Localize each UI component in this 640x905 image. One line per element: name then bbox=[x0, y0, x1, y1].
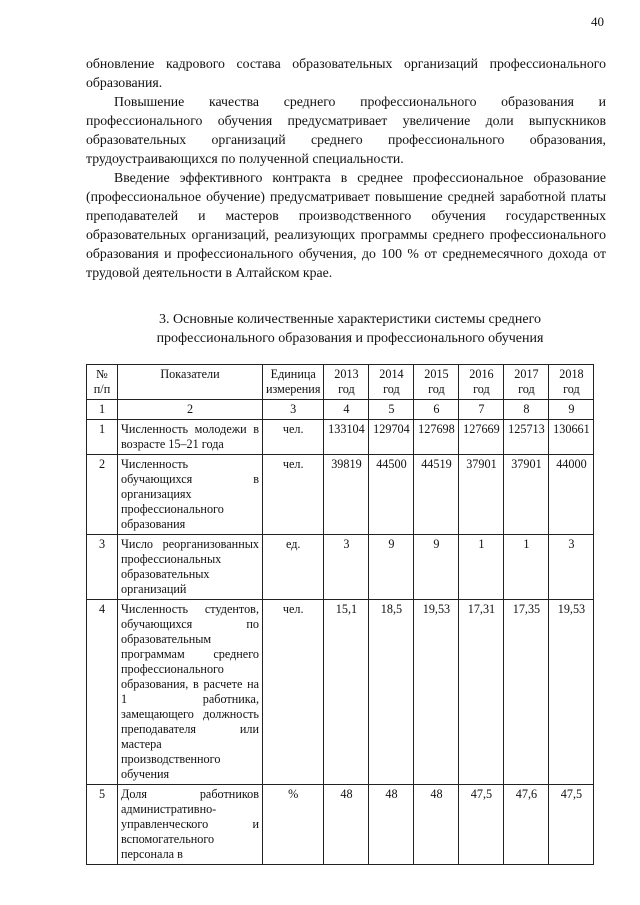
row-num: 5 bbox=[87, 785, 118, 865]
paragraph: Введение эффективного контракта в среднее профессиональное образование (профессиональное обучение) предусматривает повышение средней заработной платы преподавателей и мастеров производственного обучения государственных образовательных организаций, реализующих программы среднего профессионального образования и профессионального обучения, до 100 % от среднемесячного дохода от трудовой деятельности в Алтайском крае. bbox=[86, 170, 606, 280]
header-unit: Единица измерения bbox=[263, 365, 324, 400]
row-value: 19,53 bbox=[414, 600, 459, 785]
row-num: 2 bbox=[87, 455, 118, 535]
header-year: 2015 год bbox=[414, 365, 459, 400]
row-indicator: Численность молодежи в возрасте 15–21 года bbox=[118, 420, 263, 455]
row-value: 17,31 bbox=[459, 600, 504, 785]
section-title-line: профессионального образования и профессионального обучения bbox=[156, 331, 544, 346]
paragraph: Повышение качества среднего профессионального образования и профессионального обучения предусматривает увеличение доли выпускников образовательных организаций среднего профессионального образования, трудоустраивающихся по полученной специальности. bbox=[86, 94, 606, 166]
body-text bbox=[86, 54, 606, 282]
row-value: 127698 bbox=[414, 420, 459, 455]
row-value: 19,53 bbox=[549, 600, 594, 785]
page-number: 40 bbox=[591, 14, 604, 29]
row-value: 47,6 bbox=[504, 785, 549, 865]
row-value: 47,5 bbox=[549, 785, 594, 865]
row-value: 129704 bbox=[369, 420, 414, 455]
row-value: 47,5 bbox=[459, 785, 504, 865]
row-value: 37901 bbox=[459, 455, 504, 535]
index-cell: 5 bbox=[369, 400, 414, 420]
table-row bbox=[87, 600, 594, 785]
index-cell: 2 bbox=[118, 400, 263, 420]
header-num: № п/п bbox=[87, 365, 118, 400]
row-value: 3 bbox=[549, 535, 594, 600]
section-title bbox=[90, 310, 610, 348]
table-row bbox=[87, 455, 594, 535]
row-unit: чел. bbox=[263, 600, 324, 785]
statistics-table bbox=[86, 364, 594, 865]
row-num: 1 bbox=[87, 420, 118, 455]
row-value: 48 bbox=[414, 785, 459, 865]
index-cell: 6 bbox=[414, 400, 459, 420]
index-cell: 3 bbox=[263, 400, 324, 420]
row-value: 44000 bbox=[549, 455, 594, 535]
row-value: 1 bbox=[459, 535, 504, 600]
index-cell: 1 bbox=[87, 400, 118, 420]
table-row bbox=[87, 535, 594, 600]
table-header-row bbox=[87, 365, 594, 400]
row-value: 3 bbox=[324, 535, 369, 600]
table-row bbox=[87, 420, 594, 455]
row-value: 9 bbox=[369, 535, 414, 600]
index-cell: 8 bbox=[504, 400, 549, 420]
row-indicator: Число реорганизованных профессиональных образовательных организаций bbox=[118, 535, 263, 600]
header-year: 2018 год bbox=[549, 365, 594, 400]
row-value: 15,1 bbox=[324, 600, 369, 785]
header-year: 2017 год bbox=[504, 365, 549, 400]
row-num: 4 bbox=[87, 600, 118, 785]
row-value: 1 bbox=[504, 535, 549, 600]
section-title-line: 3. Основные количественные характеристики системы среднего bbox=[159, 312, 541, 327]
row-unit: чел. bbox=[263, 420, 324, 455]
row-unit: чел. bbox=[263, 455, 324, 535]
row-value: 39819 bbox=[324, 455, 369, 535]
paragraph: обновление кадрового состава образовательных организаций профессионального образования. bbox=[86, 56, 606, 90]
row-value: 133104 bbox=[324, 420, 369, 455]
row-value: 127669 bbox=[459, 420, 504, 455]
row-value: 48 bbox=[369, 785, 414, 865]
header-year: 2013 год bbox=[324, 365, 369, 400]
row-value: 125713 bbox=[504, 420, 549, 455]
index-cell: 9 bbox=[549, 400, 594, 420]
index-cell: 7 bbox=[459, 400, 504, 420]
row-value: 44519 bbox=[414, 455, 459, 535]
row-unit: ед. bbox=[263, 535, 324, 600]
row-value: 44500 bbox=[369, 455, 414, 535]
row-indicator: Численность обучающихся в организациях профессионального образования bbox=[118, 455, 263, 535]
row-value: 9 bbox=[414, 535, 459, 600]
header-indicator: Показатели bbox=[118, 365, 263, 400]
row-indicator: Доля работников административно-управленческого и вспомогательного персонала в bbox=[118, 785, 263, 865]
table-index-row bbox=[87, 400, 594, 420]
table-row bbox=[87, 785, 594, 865]
row-value: 17,35 bbox=[504, 600, 549, 785]
header-year: 2014 год bbox=[369, 365, 414, 400]
row-value: 130661 bbox=[549, 420, 594, 455]
row-num: 3 bbox=[87, 535, 118, 600]
row-value: 18,5 bbox=[369, 600, 414, 785]
header-year: 2016 год bbox=[459, 365, 504, 400]
row-value: 37901 bbox=[504, 455, 549, 535]
index-cell: 4 bbox=[324, 400, 369, 420]
row-value: 48 bbox=[324, 785, 369, 865]
row-indicator: Численность студентов, обучающихся по образовательным программам среднего профессионального образования, в расчете на 1 работника, замещающего должность преподавателя или мастера производственного обучения bbox=[118, 600, 263, 785]
row-unit: % bbox=[263, 785, 324, 865]
